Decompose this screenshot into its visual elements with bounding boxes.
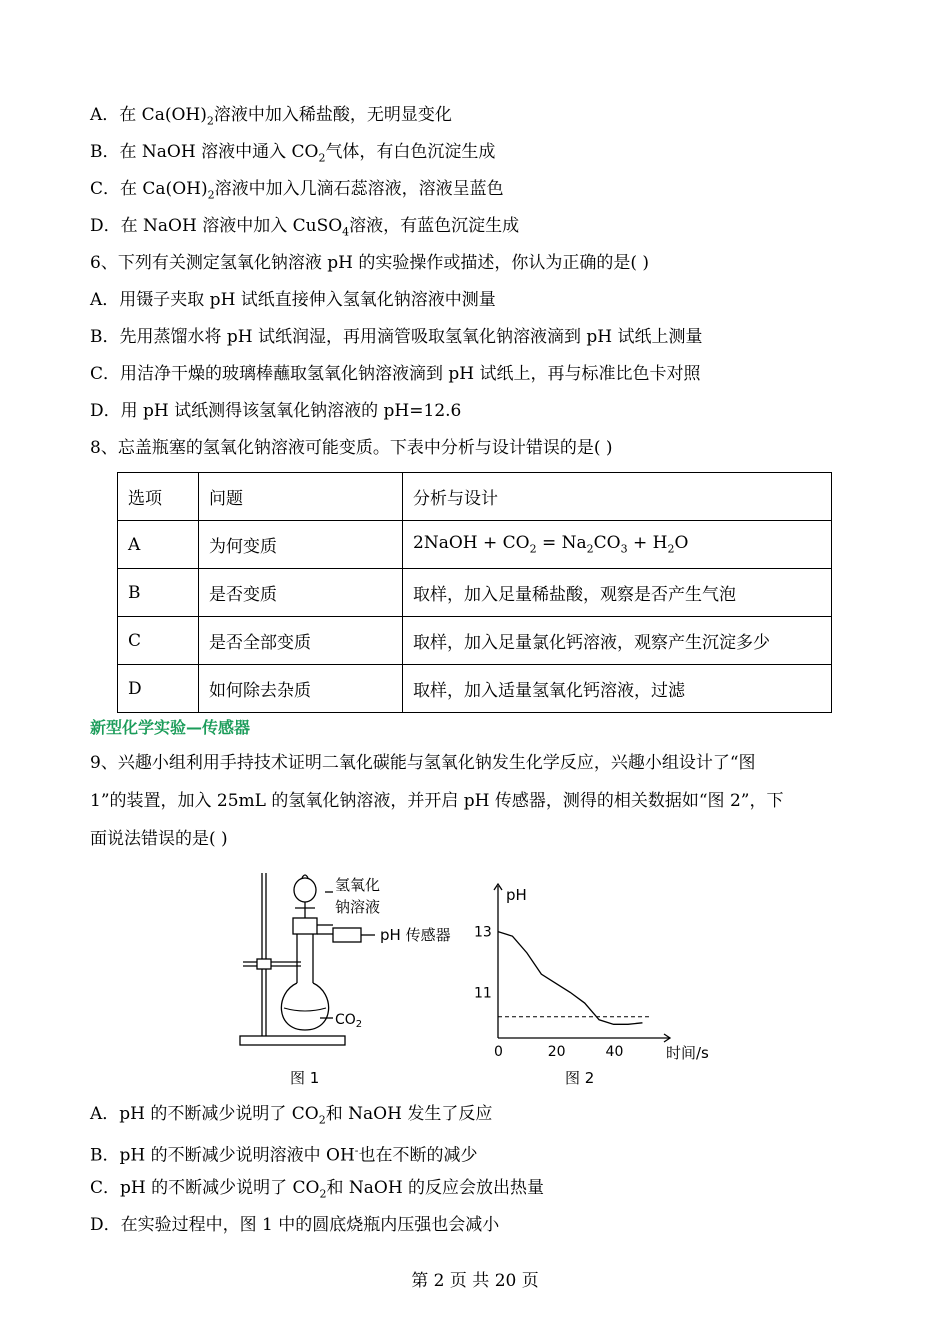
q9-stem-line-2: 1”的装置，加入 25mL 的氢氧化钠溶液，并开启 pH 传感器，测得的相关数据如“图 2”，下 — [90, 791, 784, 811]
row-analysis: 取样，加入适量氢氧化钙溶液，过滤 — [403, 665, 832, 713]
y-tick-label: 13 — [474, 924, 492, 941]
header-option: 选项 — [118, 473, 199, 521]
q9-stem-line-1: 9、兴趣小组利用手持技术证明二氧化碳能与氢氧化钠发生化学反应，兴趣小组设计了“图 — [90, 753, 756, 773]
header-question: 问题 — [199, 473, 403, 521]
row-option: A — [118, 521, 199, 569]
figure-2-caption: 图 2 — [565, 1069, 595, 1087]
co2-label: $CO_2$ — [335, 1012, 363, 1030]
y-tick-label: 11 — [474, 985, 492, 1002]
q6-option-d: D．用 pH 试纸测得该氢氧化钠溶液的 pH=12.6 — [90, 401, 462, 421]
row-option: D — [118, 665, 199, 713]
row-analysis: 取样，加入足量氯化钙溶液，观察产生沉淀多少 — [403, 617, 832, 665]
ph-sensor-label: pH 传感器 — [380, 926, 451, 944]
x-axis-label: 时间/s — [666, 1044, 709, 1062]
table-row — [118, 665, 832, 713]
naoh-label-line-1: 氢氧化 — [335, 876, 381, 894]
row-option: B — [118, 569, 199, 617]
q9-option-b: B．pH 的不断减少说明溶液中 OH-也在不断的减少 — [90, 1144, 478, 1166]
row-analysis: 取样，加入足量稀盐酸，观察是否产生气泡 — [403, 569, 832, 617]
table-header-row — [118, 473, 832, 521]
q5-option-a: A．在 $Ca(OH)_2$溶液中加入稀盐酸，无明显变化 — [90, 105, 452, 128]
y-axis-label: pH — [506, 886, 527, 904]
q9-option-d: D．在实验过程中，图 1 中的圆底烧瓶内压强也会减小 — [90, 1215, 500, 1235]
row-question: 是否变质 — [199, 569, 403, 617]
q6-option-c: C．用洁净干燥的玻璃棒蘸取氢氧化钠溶液滴到 pH 试纸上，再与标准比色卡对照 — [90, 364, 701, 384]
table-row — [118, 569, 832, 617]
row-analysis-equation: 2NaOH + $CO_2 = Na_2CO_3 + H_2O$ — [403, 521, 832, 569]
row-question: 为何变质 — [199, 521, 403, 569]
q8-stem: 8、忘盖瓶塞的氢氧化钠溶液可能变质。下表中分析与设计错误的是( ) — [90, 438, 613, 458]
q5-option-b: B．在 NaOH 溶液中通入 $CO_2$气体，有白色沉淀生成 — [90, 142, 496, 165]
table-row — [118, 521, 832, 569]
q5-option-d: D．在 NaOH 溶液中加入 CuSO$_4$溶液，有蓝色沉淀生成 — [90, 216, 520, 239]
q8-table — [117, 472, 832, 713]
page-footer: 第 2 页 共 20 页 — [411, 1271, 539, 1291]
q6-option-b: B．先用蒸馏水将 pH 试纸润湿，再用滴管吸取氢氧化钠溶液滴到 pH 试纸上测量 — [90, 327, 703, 347]
q6-option-a: A．用镊子夹取 pH 试纸直接伸入氢氧化钠溶液中测量 — [90, 290, 496, 310]
x-tick-label: 20 — [547, 1044, 566, 1060]
q9-option-a: A．pH 的不断减少说明了 $CO_2$和 NaOH 发生了反应 — [90, 1104, 493, 1127]
table-row — [118, 617, 832, 665]
figure-2-ph-chart — [470, 868, 720, 1093]
row-option: C — [118, 617, 199, 665]
x-tick-label: 40 — [605, 1044, 624, 1060]
row-question: 如何除去杂质 — [199, 665, 403, 713]
figure-1-caption: 图 1 — [290, 1069, 320, 1087]
q5-option-c: C．在 $Ca(OH)_2$溶液中加入几滴石蕊溶液，溶液呈蓝色 — [90, 179, 504, 202]
section-title: 新型化学实验—传感器 — [90, 718, 251, 737]
row-question: 是否全部变质 — [199, 617, 403, 665]
q6-stem: 6、下列有关测定氢氧化钠溶液 pH 的实验操作或描述，你认为正确的是( ) — [90, 253, 649, 273]
figure-1-apparatus — [235, 868, 470, 1093]
naoh-label-line-2: 钠溶液 — [335, 898, 381, 916]
q9-option-c: C．pH 的不断减少说明了 $CO_2$和 NaOH 的反应会放出热量 — [90, 1178, 545, 1201]
header-analysis: 分析与设计 — [403, 473, 832, 521]
ph-series-line — [498, 932, 642, 1025]
q9-stem-line-3: 面说法错误的是( ) — [90, 829, 228, 849]
x-tick-label: 0 — [494, 1044, 503, 1060]
